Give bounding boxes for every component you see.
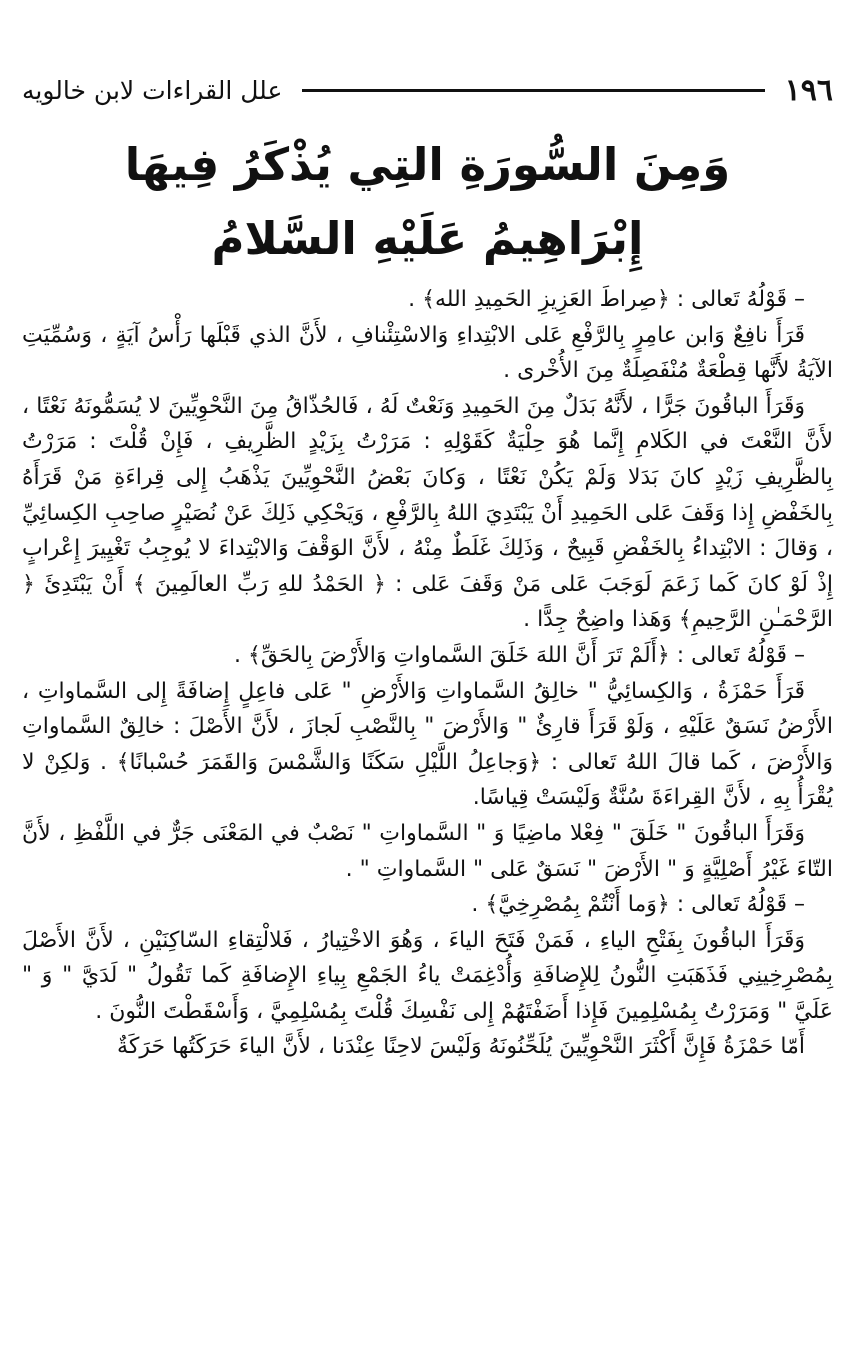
verse-quote-1: – قَوْلُهُ تَعالى : ﴿صِراطَ العَزِيزِ الحَمِيدِ الله﴾ . (408, 287, 805, 312)
paragraph: وَقَرَأَ الباقُونَ بِفَتْحِ الياءِ ، فَمَنْ فَتَحَ الياءَ ، وَهُوَ الاخْتِيارُ ، فَلالْتِقاءِ السّاكِنَيْنِ ، لأَنَّ الأَصْلَ بِمُصْرِخِينِي فَذَهَبَتِ النُّونُ لِلإِضافَةِ وَأُدْغِمَتْ ياءُ الجَمْعِ بِياءِ الإِضافَةِ كَما تَقُولُ " لَدَيَّ " وَ " عَلَيَّ " وَمَرَرْتُ بِمُسْلِمِينَ فَإِذا أَضَفْتَهُمْ إِلى نَفْسِكَ قُلْتَ بِمُسْلِمِيَّ ، وَأَسْقَطْتَ النُّونَ . (22, 927, 833, 1024)
book-title: علل القراءات لابن خالويه (22, 75, 283, 105)
page-number: ١٩٦ (784, 72, 833, 108)
chapter-title-line-1: وَمِنَ السُّورَةِ التِي يُذْكَرُ فِيهَا (124, 138, 731, 191)
running-header (22, 70, 833, 110)
verse-quote-3: – قَوْلُهُ تَعالى : ﴿وَما أَنْتُمْ بِمُصْرِخِيَّ﴾ . (471, 892, 805, 918)
paragraph: وَقَرَأَ الباقُونَ جَرًّا ، لأَنَّهُ بَدَلٌ مِنَ الحَمِيدِ وَنَعْتٌ لَهُ ، فَالحُذّاقُ مِنَ النَّحْوِيِّينَ لا يُسَمُّونَهُ نَعْتًا ، لأَنَّ النَّعْتَ في الكَلامِ إِنَّما هُوَ حِلْيَةٌ كَقَوْلِهِ : مَرَرْتُ بِزَيْدٍ الظَّرِيفِ ، فَإِنْ قُلْتَ : مَرَرْتُ بِالظَّرِيفِ زَيْدٍ كانَ بَدَلا وَلَمْ يَكُنْ نَعْتًا ، وَكانَ بَعْضُ النَّحْوِيِّينَ يَذْهَبُ إِلى قِراءَةِ مَنْ قَرَأَهُ بِالخَفْضِ إِذا وَقَفَ عَلى الحَمِيدِ أَنْ يَبْتَدِيَ اللهُ بِالرَّفْعِ ، وَيَحْكِي ذَلِكَ عَنْ نُصَيْرٍ صاحِبِ الكِسائِيِّ ، وَقالَ : الابْتِداءُ بِالخَفْضِ قَبِيحٌ ، وَذَلِكَ غَلَطٌ مِنْهُ ، لأَنَّ الوَقْفَ وَالابْتِداءَ لا يُوجِبُ تَغْيِيرَ إِعْرابٍ إِذْ لَوْ كانَ كَما زَعَمَ لَوَجَبَ عَلى مَنْ وَقَفَ عَلى : ﴿ الحَمْدُ للهِ رَبِّ العالَمِينَ ﴾ أَنْ يَبْتَدِئَ ﴿ الرَّحْمَـٰنِ الرَّحِيمِ﴾ وَهَذا واضِحٌ جِدًّا . (22, 393, 833, 633)
paragraph: أَمّا حَمْزَةُ فَإِنَّ أَكْثَرَ النَّحْوِيِّينَ يُلَحِّنُونَهُ وَلَيْسَ لاحِنًا عِنْدَنا ، لأَنَّ الياءَ حَرَكَتُها حَرَكَةٌ (117, 1034, 805, 1060)
verse-quote-2: – قَوْلُهُ تَعالى : ﴿أَلَمْ تَرَ أَنَّ اللهَ خَلَقَ السَّماواتِ وَالأَرْضَ بِالحَقِّ﴾ . (234, 642, 805, 668)
paragraph: قَرَأَ حَمْزَةُ ، وَالكِسائِيُّ " خالِقُ السَّماواتِ وَالأَرْضِ " عَلى فاعِلٍ إِضافَةً إِلى السَّماواتِ ، الأَرْضُ نَسَقٌ عَلَيْهِ ، وَلَوْ قَرَأَ قارِئٌ " وَالأَرْضَ " بِالنَّصْبِ لَجازَ ، لأَنَّ الأَصْلَ : خالِقٌ السَّماواتِ وَالأَرْضَ ، كَما قالَ اللهُ تَعالى : ﴿وَجاعِلُ اللَّيْلِ سَكَنًا وَالشَّمْسَ وَالقَمَرَ حُسْبانًا﴾ . وَلكِنْ لا يُقْرَأُ بِهِ ، لأَنَّ القِراءَةَ سُنَّةٌ وَلَيْسَتْ قِياسًا. (22, 678, 833, 811)
chapter-title (0, 128, 855, 276)
paragraph: وَقَرَأَ الباقُونَ " خَلَقَ " فِعْلا ماضِيًا وَ " السَّماواتِ " نَصْبٌ في المَعْنَى جَرٌّ في اللَّفْظِ ، لأَنَّ التّاءَ غَيْرُ أَصْلِيَّةٍ وَ " الأَرْضَ " نَسَقٌ عَلى " السَّماواتِ " . (22, 820, 833, 882)
paragraph: قَرَأَ نافِعٌ وَابن عامِرٍ بِالرَّفْعِ عَلى الابْتِداءِ وَالاسْتِئْنافِ ، لأَنَّ الذي قَبْلَها رَأْسُ آيَةٍ ، وَسُمِّيَتِ الآيَةُ لأَنَّها قِطْعَةٌ مُنْفَصِلَةٌ مِنَ الأُخْرى . (22, 322, 833, 384)
header-rule (302, 89, 764, 92)
body-text (22, 282, 833, 1356)
chapter-title-line-2: إِبْرَاهِيمُ عَلَيْهِ السَّلامُ (211, 212, 644, 265)
